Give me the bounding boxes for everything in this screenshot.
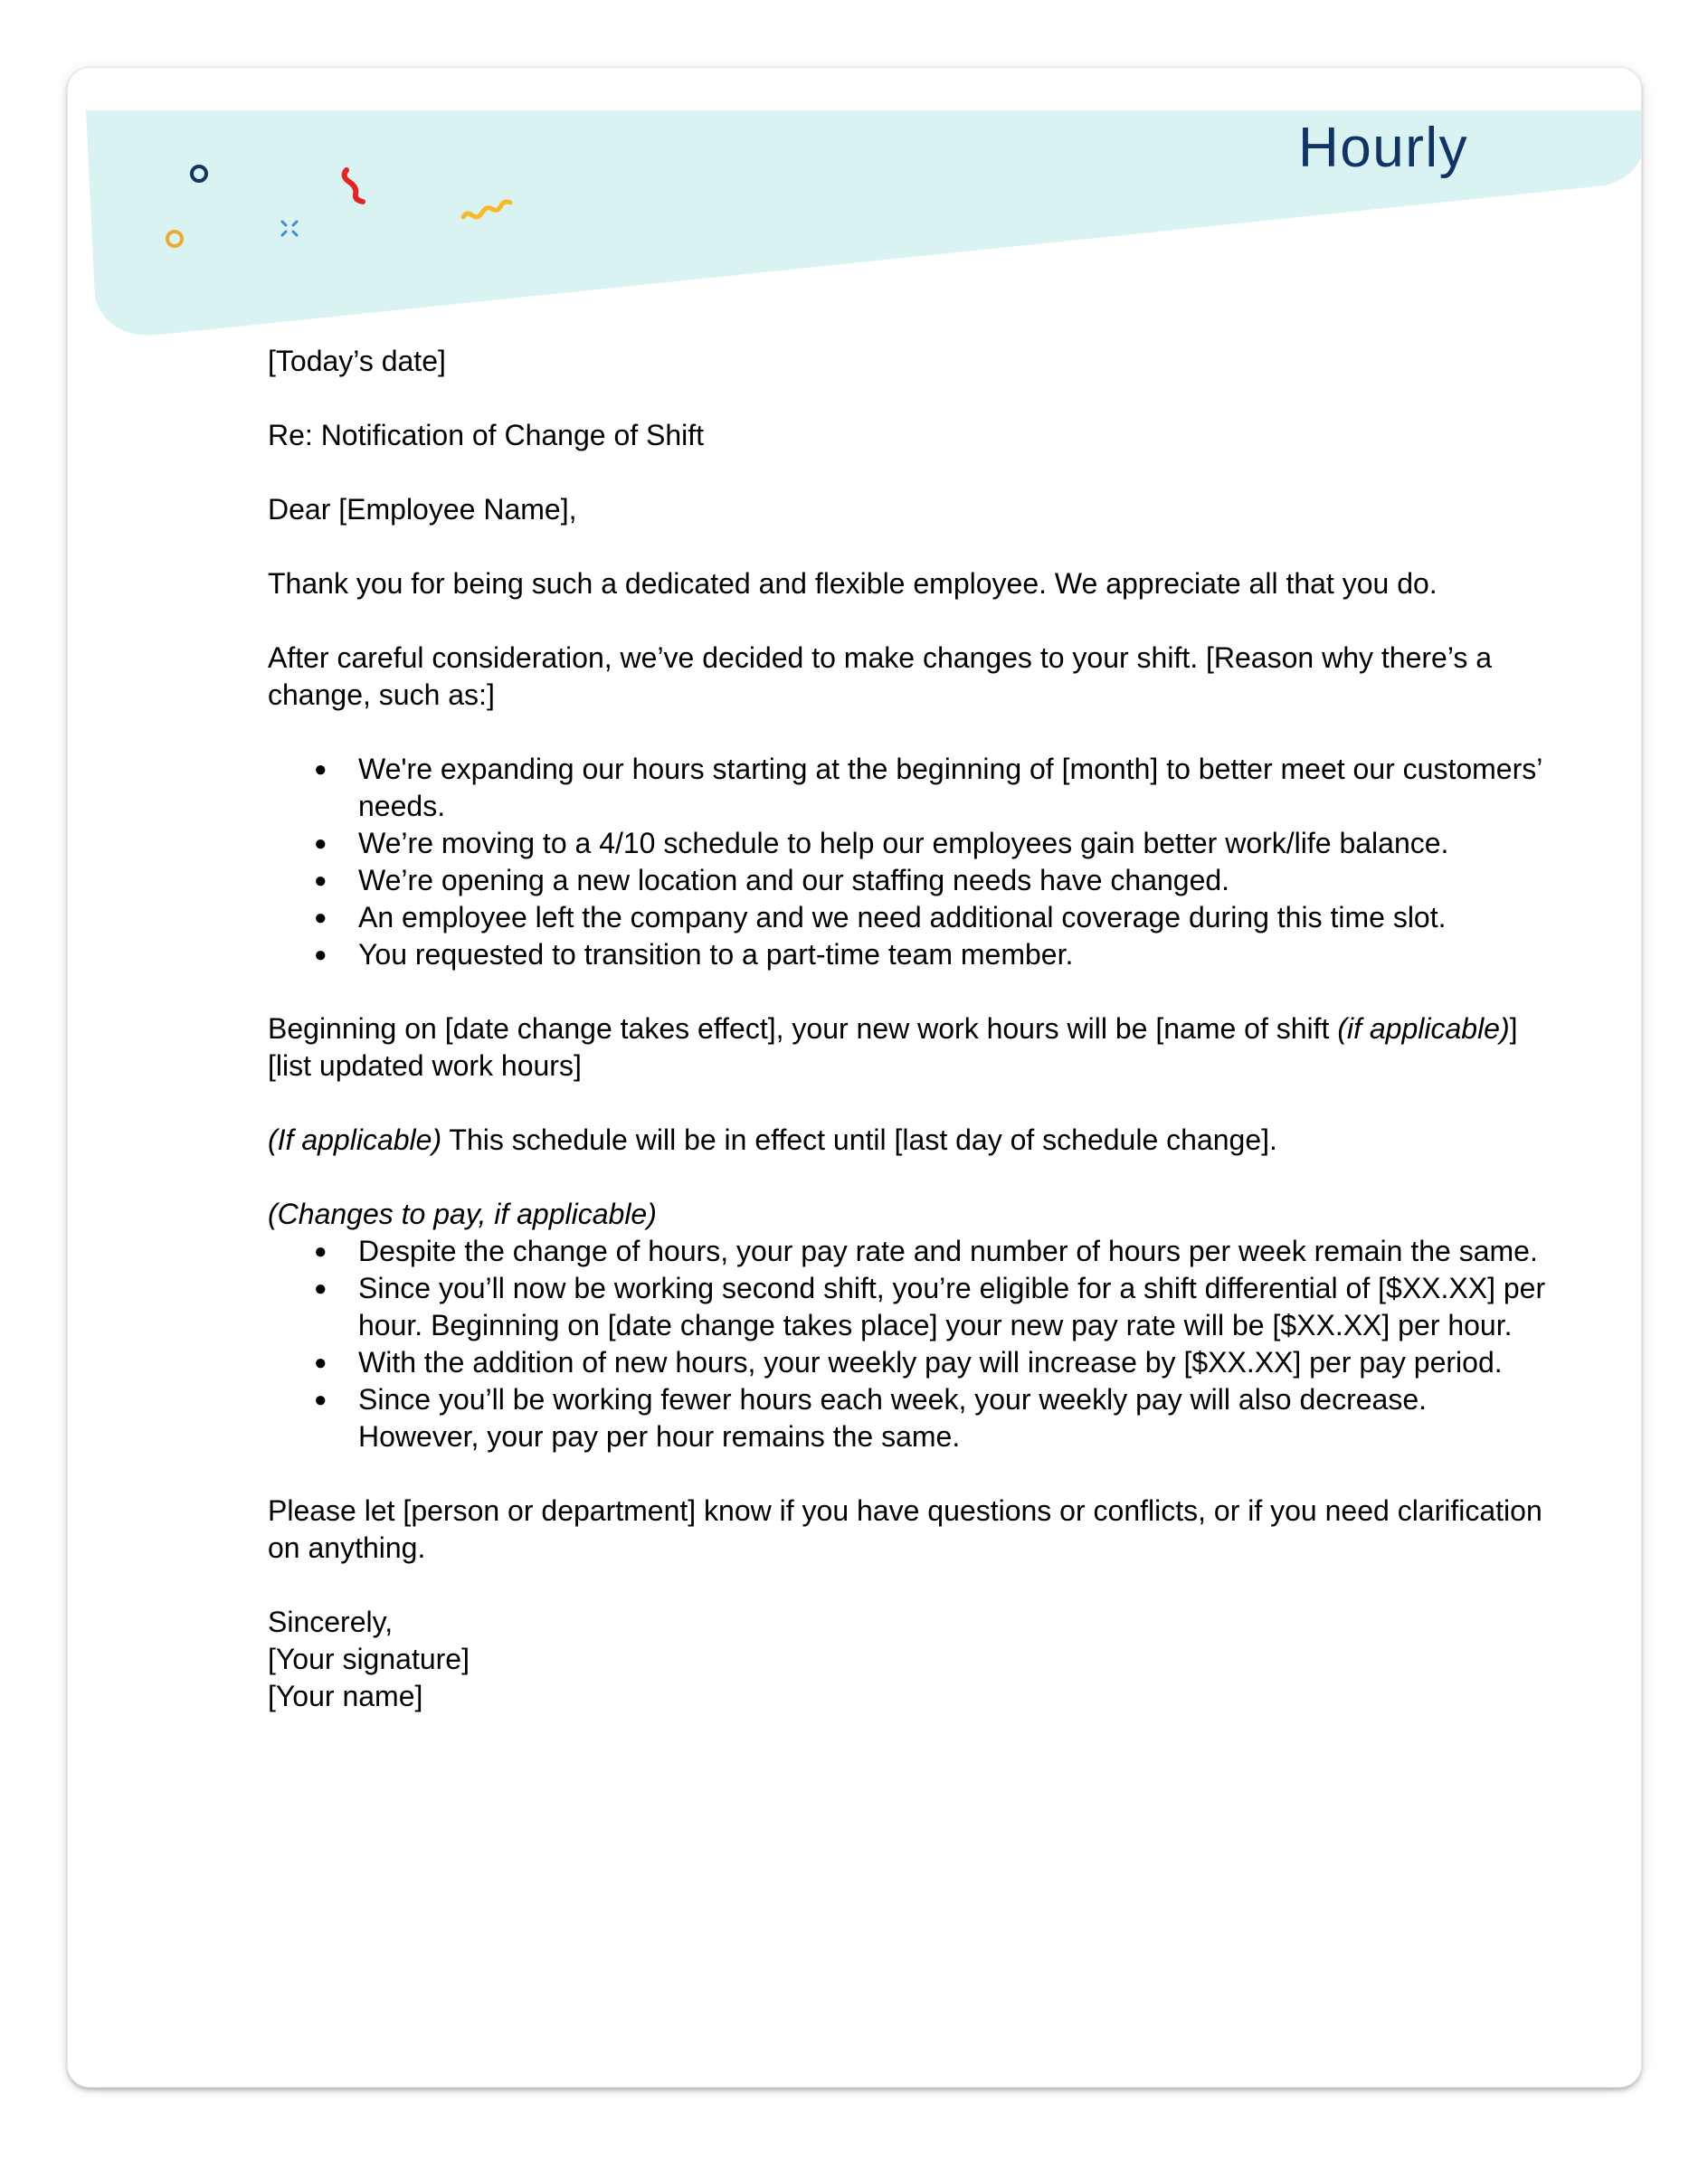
letter-thanks: Thank you for being such a dedicated and flexible employee. We appreciate all that you do. xyxy=(268,567,1438,600)
list-item: ● An employee left the company and we need additional coverage during this time slot. xyxy=(358,899,1552,936)
letter-subject: Re: Notification of Change of Shift xyxy=(268,419,705,451)
list-item: ● Despite the change of hours, your pay rate and number of hours per week remain the same. xyxy=(358,1233,1552,1270)
closing: Sincerely, xyxy=(268,1606,394,1638)
list-item: ● We’re opening a new location and our staffing needs have changed. xyxy=(358,862,1552,899)
sender-name: [Your name] xyxy=(268,1680,423,1712)
contact-paragraph: Please let [person or department] know if you have questions or conflicts, or if you need clarification on anything. xyxy=(268,1494,1542,1564)
pay-changes-list xyxy=(268,1233,1552,1455)
header-banner xyxy=(68,68,1641,357)
signature-block xyxy=(268,1604,1552,1715)
new-hours-text: Beginning on [date change takes effect], your new work hours will be [name of shift xyxy=(268,1012,1338,1045)
list-item: ● Since you’ll now be working second shift, you’re eligible for a shift differential of [$XX.XX] per hour. Beginning on [date change takes place] your new pay rate will be [$XX.XX] per hour. xyxy=(358,1270,1552,1344)
letter-salutation: Dear [Employee Name], xyxy=(268,493,577,526)
effect-text: This schedule will be in effect until [last day of schedule change]. xyxy=(441,1123,1277,1156)
letter-date: [Today’s date] xyxy=(268,345,446,377)
signature: [Your signature] xyxy=(268,1643,470,1675)
new-hours-italic: (if applicable) xyxy=(1337,1012,1510,1045)
list-item: ● You requested to transition to a part-time team member. xyxy=(358,936,1552,973)
effect-paragraph xyxy=(268,1122,1552,1159)
pay-heading-text: (Changes to pay, if applicable) xyxy=(268,1198,657,1230)
change-intro: After careful consideration, we’ve decided to make changes to your shift. [Reason why there’s a change, such as:] xyxy=(268,641,1493,711)
letter-body xyxy=(268,343,1552,1715)
list-item: ● We’re moving to a 4/10 schedule to help our employees gain better work/life balance. xyxy=(358,825,1552,862)
letter-page xyxy=(68,68,1641,2087)
hourly-logo: Hourly xyxy=(1298,117,1469,179)
effect-italic: (If applicable) xyxy=(268,1123,442,1156)
list-item: ● Since you’ll be working fewer hours each week, your weekly pay will also decrease. However, your pay per hour remains the same. xyxy=(358,1381,1552,1455)
new-hours-paragraph xyxy=(268,1010,1552,1085)
pay-heading xyxy=(268,1196,1552,1233)
new-hours-text-end: ] [list updated work hours] xyxy=(268,1012,1518,1082)
reasons-list xyxy=(268,751,1552,973)
list-item: ● We're expanding our hours starting at the beginning of [month] to better meet our customers’ needs. xyxy=(358,751,1552,825)
list-item: ● With the addition of new hours, your weekly pay will increase by [$XX.XX] per pay period. xyxy=(358,1344,1552,1381)
